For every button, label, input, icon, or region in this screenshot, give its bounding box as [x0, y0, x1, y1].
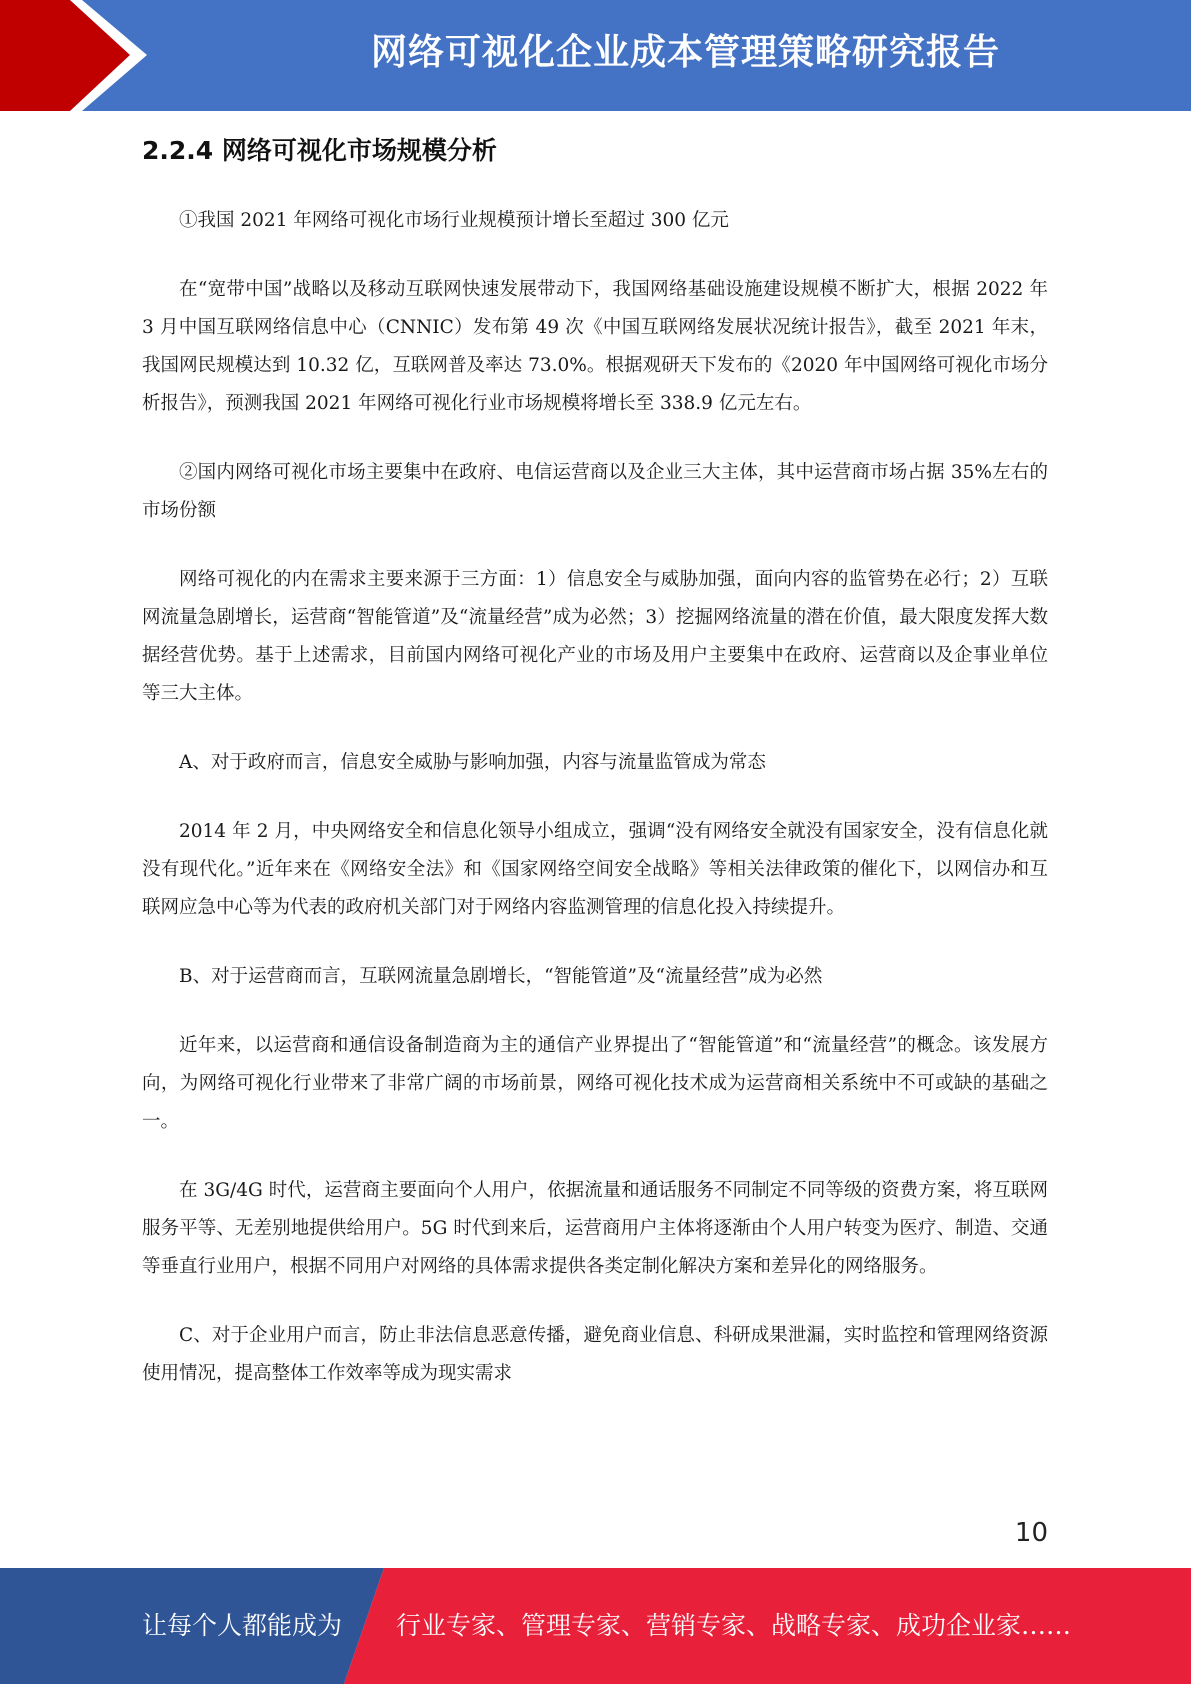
paragraph-3: ②国内网络可视化市场主要集中在政府、电信运营商以及企业三大主体，其中运营商市场占据 35%左右的市场份额 [142, 462, 1048, 521]
paragraph-10: C、对于企业用户而言，防止非法信息恶意传播，避免商业信息、科研成果泄漏，实时监控和管理网络资源使用情况，提高整体工作效率等成为现实需求 [142, 1325, 1048, 1384]
paragraph-2: 在“宽带中国”战略以及移动互联网快速发展带动下，我国网络基础设施建设规模不断扩大，根据 2022 年 3 月中国互联网络信息中心（CNNIC）发布第 49 次《中国互联网络发展状况统计报告》，截至 2021 年末，我国网民规模达到 10.32 亿，互联网普及率达 73.0%。根据观研天下发布的《2020 年中国网络可视化市场分析报告》，预测我国 2021 年网络可视化行业市场规模将增长至 338.9 亿元左右。 [142, 279, 1048, 414]
header-arrow-decoration [0, 0, 240, 111]
paragraph-1: ①我国 2021 年网络可视化市场行业规模预计增长至超过 300 亿元 [179, 210, 729, 231]
section-heading: 2.2.4 网络可视化市场规模分析 [142, 136, 497, 165]
page-number: 10 [1014, 1518, 1048, 1548]
paragraph-8: 近年来，以运营商和通信设备制造商为主的通信产业界提出了“智能管道”和“流量经营”的概念。该发展方向，为网络可视化行业带来了非常广阔的市场前景，网络可视化技术成为运营商相关系统中不可或缺的基础之一。 [142, 1035, 1048, 1132]
page-header [0, 0, 1191, 111]
paragraph-6: 2014 年 2 月，中央网络安全和信息化领导小组成立，强调“没有网络安全就没有国家安全，没有信息化就没有现代化。”近年来在《网络安全法》和《国家网络空间安全战略》等相关法律政策的催化下，以网信办和互联网应急中心等为代表的政府机关部门对于网络内容监测管理的信息化投入持续提升。 [142, 821, 1048, 918]
main-content [142, 128, 1048, 1424]
paragraph-4: 网络可视化的内在需求主要来源于三方面：1）信息安全与威胁加强，面向内容的监管势在必行；2）互联网流量急剧增长，运营商“智能管道”及“流量经营”成为必然；3）挖掘网络流量的潜在价值，最大限度发挥大数据经营优势。基于上述需求，目前国内网络可视化产业的市场及用户主要集中在政府、运营商以及企事业单位等三大主体。 [142, 569, 1048, 704]
paragraph-9: 在 3G/4G 时代，运营商主要面向个人用户，依据流量和通话服务不同制定不同等级的资费方案，将互联网服务平等、无差别地提供给用户。5G 时代到来后，运营商用户主体将逐渐由个人用户转变为医疗、制造、交通等垂直行业用户，根据不同用户对网络的具体需求提供各类定制化解决方案和差异化的网络服务。 [142, 1180, 1048, 1277]
paragraph-5: A、对于政府而言，信息安全威胁与影响加强，内容与流量监管成为常态 [179, 752, 766, 773]
footer-slogan-right: 行业专家、管理专家、营销专家、战略专家、成功企业家…… [396, 1611, 1072, 1640]
footer-slogan-left: 让每个人都能成为 [142, 1611, 343, 1640]
document-title: 网络可视化企业成本管理策略研究报告 [370, 32, 1000, 73]
paragraph-7: B、对于运营商而言，互联网流量急剧增长，“智能管道”及“流量经营”成为必然 [179, 966, 823, 987]
page-footer [0, 1568, 1191, 1684]
